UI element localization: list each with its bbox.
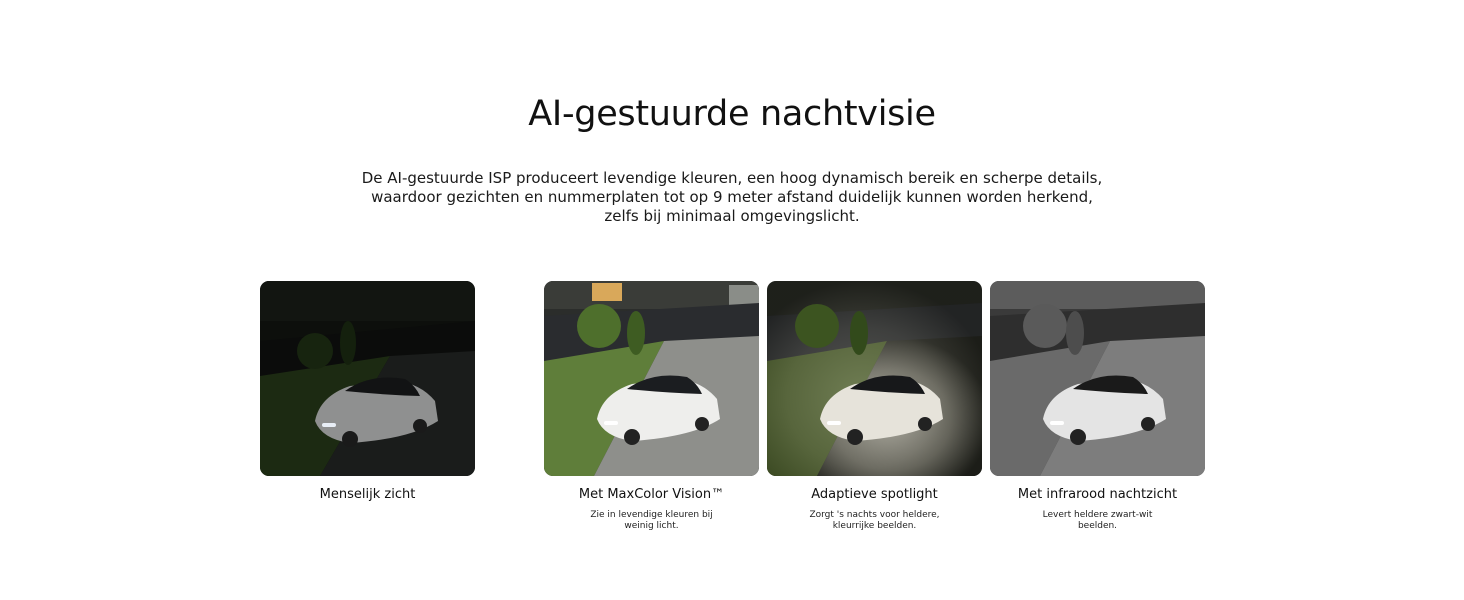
card-subtitle: Zie in levendige kleuren bij weinig licht. [590,510,713,531]
section-description: De AI-gestuurde ISP produceert levendige kleuren, een hoog dynamisch bereik en scherpe details, waardoor gezichten en nummerplaten tot op 9 meter afstand duidelijk kunnen worden herkend, zelfs bij minimaal omgevingslicht. [361,169,1103,225]
card-infrared-night-vision [990,281,1205,532]
card-caption: Adaptieve spotlight [811,487,938,502]
night-car-spotlight-image [767,281,982,476]
card-caption: Menselijk zicht [319,487,416,502]
card-subtitle: Levert heldere zwart-wit beelden. [1042,510,1153,531]
section-title: AI-gestuurde nachtvisie [528,94,936,134]
night-car-color-image [544,281,759,476]
card-maxcolor-vision [544,281,759,532]
card-caption: Met infrarood nachtzicht [1017,487,1178,502]
night-car-dark-image [260,281,475,476]
card-caption: Met MaxColor Vision™ [578,487,725,502]
card-subtitle: Zorgt 's nachts voor heldere, kleurrijke beelden. [809,510,940,531]
night-car-infrared-image [990,281,1205,476]
card-human-vision [260,281,475,502]
card-adaptive-spotlight [767,281,982,532]
